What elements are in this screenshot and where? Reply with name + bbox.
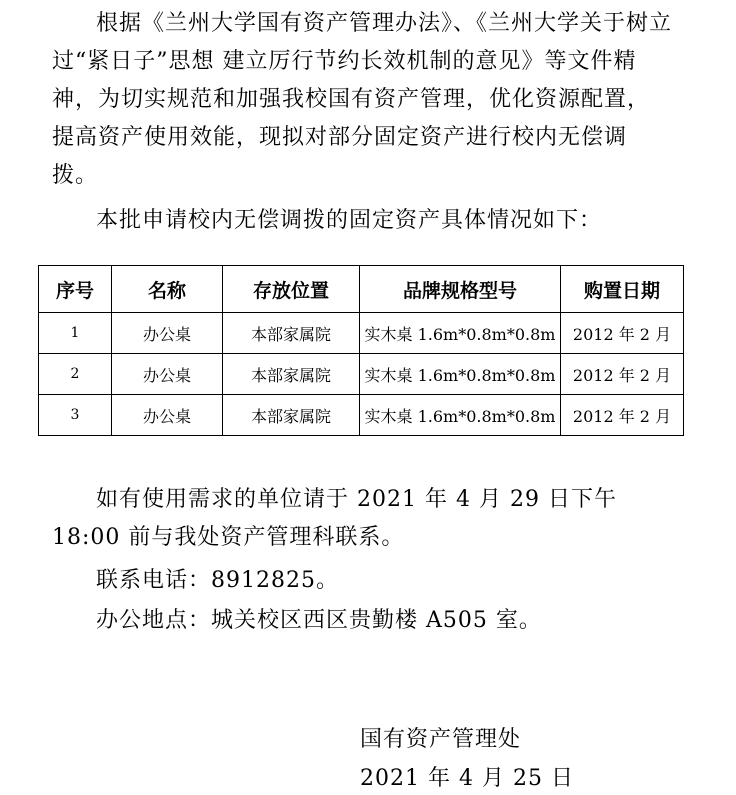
intro-paragraph: 根据《兰州大学国有资产管理办法》、《兰州大学关于树立过“紧日子”思想 建立厉行节约长效机制的意见》等文件精神，为切实规范和加强我校国有资产管理，优化资源配置，提高资产使用效能，现拟对部分固定资产进行校内无偿调拨。 [52, 11, 673, 188]
cell-name: 办公桌 [112, 354, 223, 395]
cell-date: 2012 年 2 月 [561, 354, 684, 395]
table-row [39, 354, 684, 395]
header-spec: 品牌规格型号 [360, 266, 561, 313]
header-date: 购置日期 [561, 266, 684, 313]
cell-name: 办公桌 [112, 313, 223, 354]
cell-index: 1 [39, 313, 112, 354]
header-location: 存放位置 [223, 266, 360, 313]
header-name: 名称 [112, 266, 223, 313]
header-index: 序号 [39, 266, 112, 313]
asset-table [38, 265, 684, 436]
cell-index: 3 [39, 395, 112, 436]
cell-date: 2012 年 2 月 [561, 395, 684, 436]
cell-location: 本部家属院 [223, 395, 360, 436]
table-row [39, 313, 684, 354]
contact-paragraph: 如有使用需求的单位请于 2021 年 4 月 29 日下午 18:00 前与我处资产管理科联系。 [52, 487, 617, 550]
address-line: 办公地点：城关校区西区贵勤楼 A505 室。 [96, 608, 542, 633]
table-intro: 本批申请校内无偿调拨的固定资产具体情况如下： [96, 208, 603, 233]
table-row [39, 395, 684, 436]
cell-location: 本部家属院 [223, 313, 360, 354]
signature-date: 2021 年 4 月 25 日 [360, 766, 574, 791]
phone-line: 联系电话：8912825。 [96, 568, 339, 593]
cell-name: 办公桌 [112, 395, 223, 436]
signature-org: 国有资产管理处 [360, 727, 522, 752]
cell-spec: 实木桌 1.6m*0.8m*0.8m [360, 313, 561, 354]
cell-location: 本部家属院 [223, 354, 360, 395]
cell-spec: 实木桌 1.6m*0.8m*0.8m [360, 354, 561, 395]
cell-date: 2012 年 2 月 [561, 313, 684, 354]
cell-index: 2 [39, 354, 112, 395]
cell-spec: 实木桌 1.6m*0.8m*0.8m [360, 395, 561, 436]
table-header-row [39, 266, 684, 313]
